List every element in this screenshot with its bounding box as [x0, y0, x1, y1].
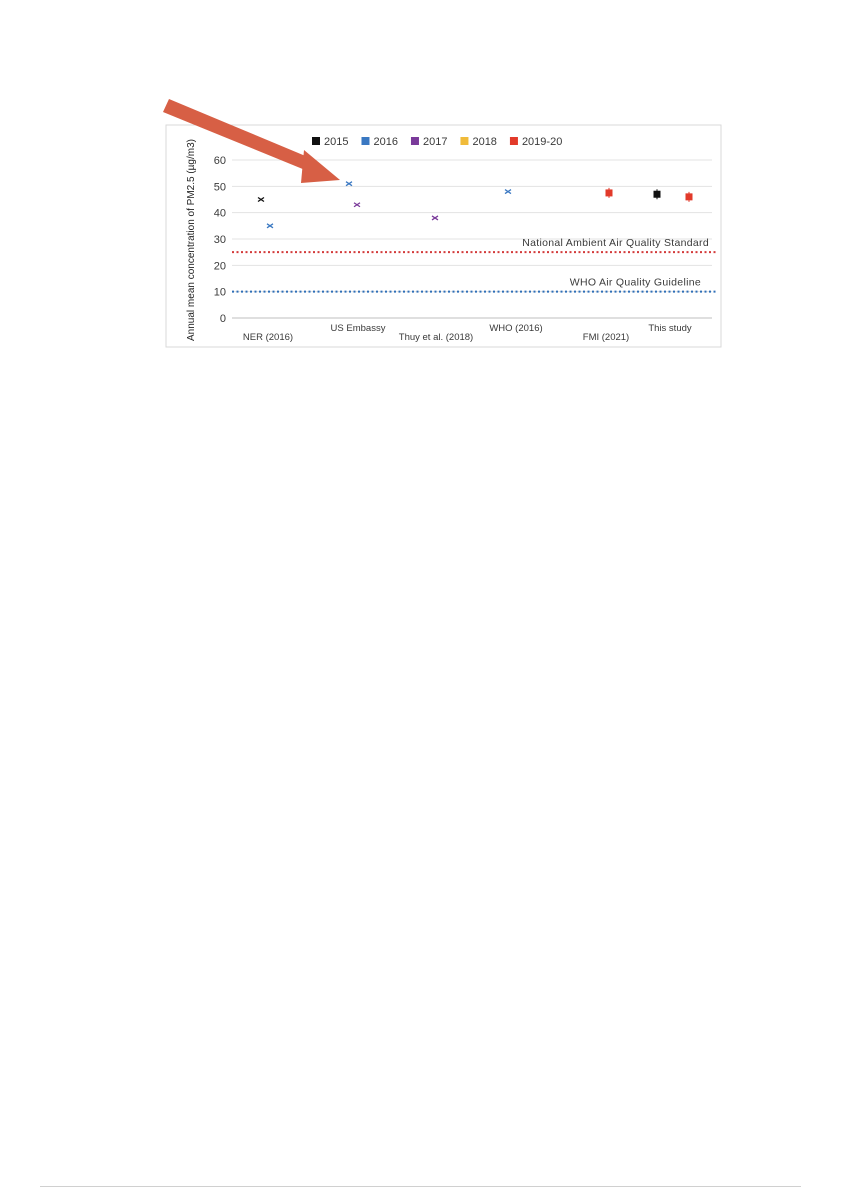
legend-swatch-2015 [312, 137, 320, 145]
reference-label-national-ambient-air-quality-standard: National Ambient Air Quality Standard [522, 237, 709, 250]
point-marker [654, 191, 661, 198]
y-tick-40: 40 [213, 207, 226, 220]
point-marker [686, 193, 693, 200]
chart-frame [166, 125, 721, 347]
legend-label-2018: 2018 [472, 136, 497, 148]
point-2015-this-study [654, 189, 661, 199]
x-label-ner-2016: NER (2016) [242, 332, 294, 343]
legend-label-2016: 2016 [373, 136, 398, 148]
legend-label-2019-20: 2019-20 [521, 136, 563, 148]
y-tick-0: 0 [219, 313, 226, 325]
x-label-us-embassy: US Embassy [330, 323, 386, 334]
x-label-who-2016: WHO (2016) [489, 323, 543, 334]
point-2019-20-fmi-2021 [606, 188, 613, 198]
y-axis-label: Annual mean concentration of PM2.5 (µg/m3) [186, 139, 197, 341]
legend-label-2015: 2015 [324, 136, 349, 148]
point-marker [606, 189, 613, 196]
legend-swatch-2016 [361, 137, 369, 145]
legend-swatch-2017 [411, 137, 419, 145]
y-tick-60: 60 [213, 155, 226, 167]
y-tick-50: 50 [213, 181, 226, 194]
x-label-this-study: This study [648, 323, 692, 334]
legend-swatch-2018 [460, 137, 468, 145]
y-tick-20: 20 [213, 260, 226, 273]
legend-swatch-2019-20 [510, 137, 518, 145]
y-tick-10: 10 [213, 286, 226, 299]
y-tick-30: 30 [213, 234, 226, 246]
legend-label-2017: 2017 [422, 136, 448, 148]
x-label-fmi-2021: FMI (2021) [582, 332, 630, 343]
reference-label-who-air-quality-guideline: WHO Air Quality Guideline [569, 276, 701, 289]
point-2019-20-this-study [686, 192, 693, 202]
x-label-thuy-et-al-2018: Thuy et al. (2018) [398, 332, 474, 343]
page-bottom-rule [40, 1186, 801, 1187]
